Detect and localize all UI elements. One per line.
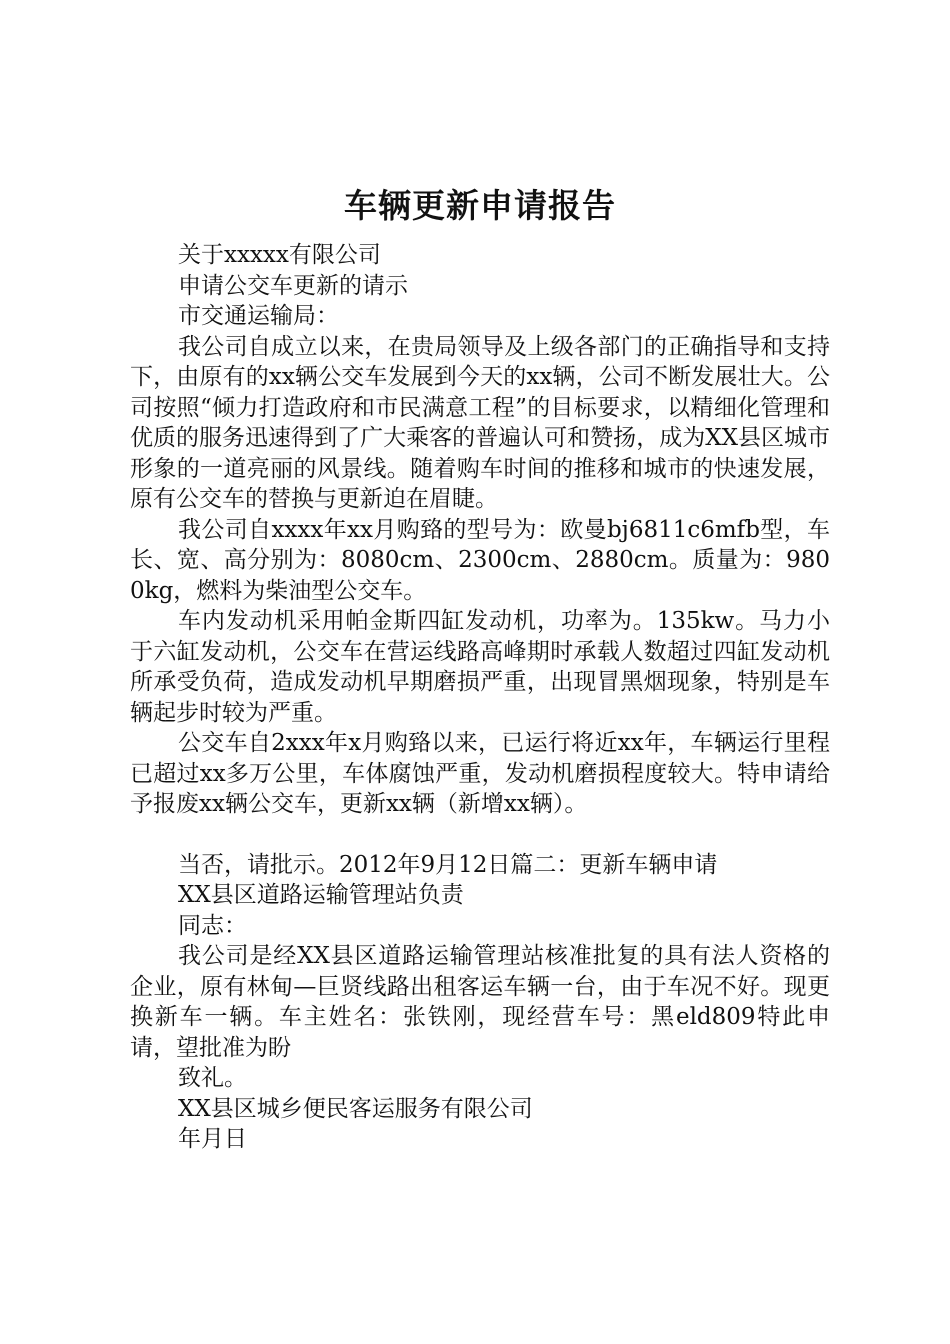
header-line-recipient: 市交通运输局：	[178, 303, 339, 329]
paragraph-spacer	[130, 820, 830, 850]
salutation: 致礼。	[178, 1065, 247, 1091]
second-header-recipient: XX县区道路运输管理站负责	[178, 882, 464, 908]
body-paragraph: 公交车自2xxx年x月购臵以来，已运行将近xx年，车辆运行里程已超过xx多万公里，车体腐蚀严重，发动机磨损程度较大。特申请给予报废xx辆公交车，更新xx辆（新增xx辆）。	[130, 730, 830, 817]
second-body-paragraph: 我公司是经XX县区道路运输管理站核准批复的具有法人资格的企业，原有林甸—巨贤线路出租客运车辆一台，由于车况不好。现更换新车一辆。车主姓名：张铁刚，现经营车号：黑eld809特此申请，望批准为盼	[130, 943, 830, 1061]
second-header-greeting: 同志：	[178, 912, 247, 939]
body-paragraph: 车内发动机采用帕金斯四缸发动机，功率为。135kw。马力小于六缸发动机，公交车在营运线路高峰期时承载人数超过四缸发动机所承受负荷，造成发动机早期磨损严重，出现冒黑烟现象，特别是车辆起步时较为严重。	[130, 608, 830, 726]
header-line-topic: 申请公交车更新的请示	[178, 272, 408, 299]
signature-date: 年月日	[178, 1126, 247, 1152]
body-paragraph: 我公司自xxxx年xx月购臵的型号为：欧曼bj6811c6mfb型，车长、宽、高分别为：8080cm、2300cm、2880cm。质量为：9800kg，燃料为柴油型公交车。	[130, 516, 830, 604]
document-title: 车辆更新申请报告	[344, 186, 616, 225]
body-paragraph: 我公司自成立以来，在贵局领导及上级各部门的正确指导和支持下，由原有的xx辆公交车发展到今天的xx辆，公司不断发展壮大。公司按照“倾力打造政府和市民满意工程”的目标要求，以精细化管理和优质的服务迅速得到了广大乘客的普遍认可和赞扬，成为XX县区城市形象的一道亮丽的风景线。随着购车时间的推移和城市的快速发展，原有公交车的替换与更新迫在眉睫。	[130, 333, 830, 512]
closing-line: 当否，请批示。2012年9月12日篇二：更新车辆申请	[178, 851, 718, 878]
signature-company: XX县区城乡便民客运服务有限公司	[178, 1095, 533, 1122]
document-page	[130, 180, 830, 1155]
header-line-subject: 关于xxxxx有限公司	[178, 242, 381, 268]
